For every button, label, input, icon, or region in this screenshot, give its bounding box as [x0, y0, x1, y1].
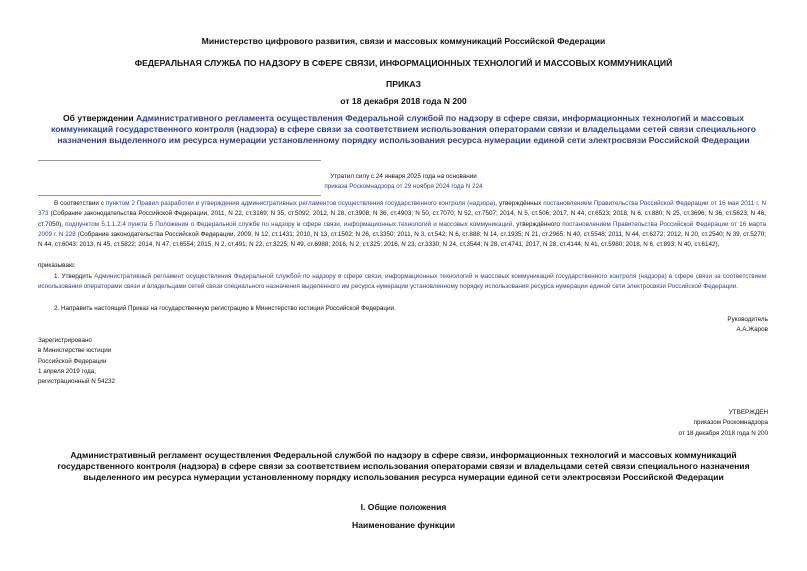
section-subheading: Наименование функции [352, 520, 455, 530]
preamble-text: , утверждённого [512, 220, 563, 228]
approval-line: от 18 декабря 2018 года N 200 [678, 429, 768, 437]
approval-line: УТВЕРЖДЕН [728, 409, 768, 416]
registration-line: Зарегистрировано [38, 337, 92, 344]
preamble-link-resolution-373[interactable]: постановлением Правительства Российской Федерации от 16 мая 2011 г. N 373 [38, 200, 767, 218]
registration-line: в Министерстве юстиции [38, 347, 112, 355]
signature-block [560, 315, 768, 336]
preamble-text: , утверждённых [495, 200, 544, 207]
preamble-link-rules[interactable]: пунктом 2 Правил разработки и утверждения административных регламентов осуществления государственного контроля (надзора) [105, 200, 496, 207]
section-heading: I. Общие положения [360, 502, 447, 512]
order-word: приказываю: [38, 262, 76, 269]
item-1 [38, 272, 766, 293]
status-link[interactable]: приказа Роскомнадзора от 29 ноября 2024 года N 224 [324, 183, 483, 191]
item-1-link[interactable]: Административный регламент осуществления Федеральной службой по надзору в сфере связи, информационных технологий и массовых коммуникаций государственного контроля (надзора) в сфере связи за соответствием использования операторами связи и владельцами сетей связи специального назначения выделенного им ресурса нумерации установленному порядку использования ресурса нумерации единой сети электросвязи Российской Федерации [38, 273, 766, 291]
item-2: 2. Направить настоящий Приказ на государственную регистрацию в Министерство юстиции Российской Федерации. [54, 305, 396, 312]
status-note [0, 172, 807, 193]
signature-name: А.А.Жаров [736, 326, 768, 334]
doc-date-number: от 18 декабря 2018 года N 200 [340, 96, 467, 106]
document-title-prefix: Об утверждении [62, 113, 137, 123]
doc-type-heading: ПРИКАЗ [386, 79, 421, 89]
status-divider [38, 195, 321, 196]
title-divider [38, 160, 321, 161]
registration-line: регистрационный N 54232 [38, 378, 116, 386]
document-title [38, 113, 769, 146]
document-title-link[interactable]: Административного регламента осуществления Федеральной службой по надзору в сфере связи, информационных технологий и массовых коммуникаций государственного контроля (надзора) в сфере связи за соответствием использования операторами связи и владельцами сетей связи специального назначения выделенного им ресурса нумерации установленному порядку использования ресурса нумерации единой сети электросвязи Российской Федерации [51, 113, 756, 145]
status-line: Утратил силу с 24 января 2025 года на основании [330, 173, 477, 180]
registration-line: Российской Федерации [38, 357, 107, 365]
preamble-paragraph [38, 199, 766, 250]
item-1-prefix: 1. Утвердить [54, 273, 95, 280]
registration-line: 1 апреля 2019 года, [38, 367, 96, 375]
preamble-text: (Собрание законодательства Российской Федерации, 2009, N 12, ст.1431; 2010, N 13, ст.1502; N 26, ст.3350; 2011, N 3, ст.542; N 6, ст.888; N 14, ст.1935; N 21, ст.2965; N 40, ст.5548; 2011, N 44, ст.6272; 2012, N 20, ст.2540; N 39, ст.5270; N 44, ст.6043; 2013, N 45, ст.5822; 2014, N 47, ст.6554; 2015, N 2, ст.491; N 22, ст.3225; N 49, ст.6988; 2016, N 2, ст.325; 2016, N 23, ст.3330; N 24, ст.3544; N 28, ст.4741; 2017, N 28, ст.4144; N 41, ст.5980; 2018, N 6, ст.893; N 40, ст.6142), [38, 230, 766, 249]
preamble-text: В соответствии с [54, 200, 106, 207]
ministry-heading: Министерство цифрового развития, связи и массовых коммуникаций Российской Федерации [201, 36, 606, 46]
approval-line: приказом Роскомнадзора [693, 419, 768, 427]
approval-block [560, 408, 768, 439]
item-1-suffix: . [736, 283, 739, 291]
preamble-link-regulation[interactable]: подпунктом 5.1.1.2.4 пункта 5 Положения о Федеральной службе по надзору в сфере связи, информационных технологий и массовых коммуникаций [65, 220, 513, 228]
registration-block [38, 336, 115, 387]
signature-role: Руководитель [727, 316, 768, 323]
preamble-link-resolution-228[interactable]: постановлением Правительства Российской Федерации от 16 марта 2009 г. N 228 [38, 220, 766, 238]
service-heading: ФЕДЕРАЛЬНАЯ СЛУЖБА ПО НАДЗОРУ В СФЕРЕ СВЯЗИ, ИНФОРМАЦИОННЫХ ТЕХНОЛОГИЙ И МАССОВЫХ КОММУНИКАЦИЙ [134, 58, 673, 68]
regulation-title: Административный регламент осуществления Федеральной службой по надзору в сфере связи, информационных технологий и массовых коммуникаций государственного контроля (надзора) в сфере связи за соответствием использования операторами связи и владельцами сетей связи специального назначения выделенного им ресурса нумерации установленному порядку использования ресурса нумерации единой сети электросвязи Российской Федерации [57, 450, 750, 482]
preamble-text: (Собрание законодательства Российской Федерации, 2011, N 22, ст.3169; N 35, ст.5092; 2012, N 28, ст.3908; N 36, ст.4903; N 50, ст.7070; N 52, ст.7507; 2014, N 5, ст.506; 2017, N 44, ст.6523; 2018, N 6, ст.880; N 25, ст.3696; N 36, ст.5623; N 46, ст.7050), [38, 210, 766, 228]
